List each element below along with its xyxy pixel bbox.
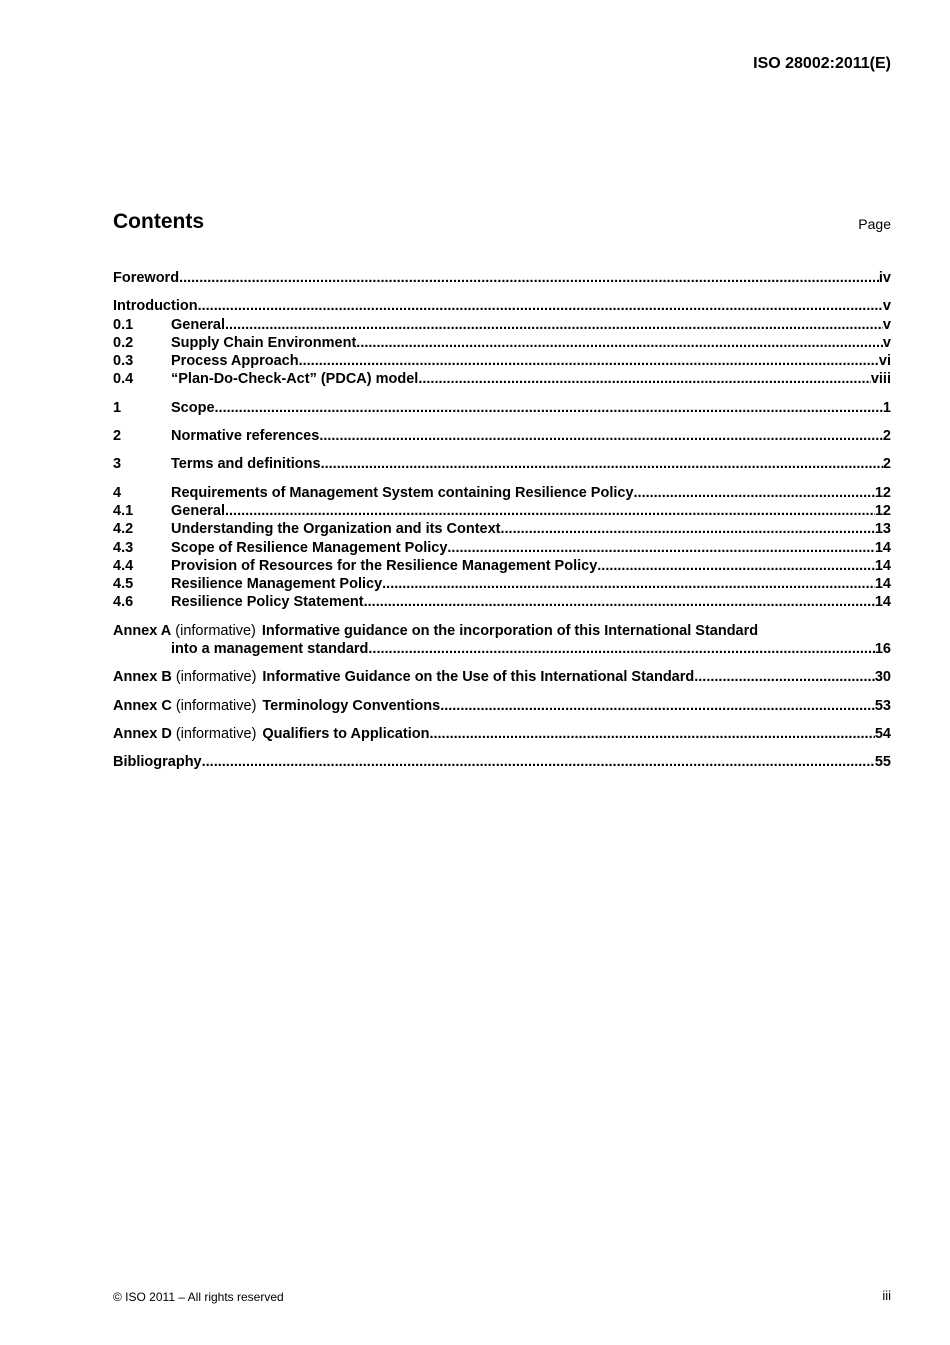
toc-entry-page: v — [882, 298, 891, 315]
toc-leader-dots — [215, 399, 883, 417]
toc-entry-page: iv — [878, 270, 891, 286]
toc-entry-number: 1 — [113, 399, 122, 416]
toc-entry-title: Scope — [171, 399, 215, 416]
toc-entry-title: Process Approach — [171, 353, 299, 370]
toc-entry[interactable] — [113, 316, 891, 334]
toc-entry-title: Introduction — [113, 298, 198, 315]
toc-entry-title: Resilience Management Policy — [171, 576, 383, 593]
toc-group-normative — [113, 427, 891, 445]
toc-leader-dots — [225, 316, 883, 334]
toc-entry-page: vi — [878, 353, 891, 370]
annex-label: Annex A — [113, 622, 172, 639]
toc-group-annex-c — [113, 697, 891, 715]
toc-entry-page: 16 — [874, 641, 891, 658]
toc-entry-title: Resilience Policy Statement — [171, 594, 364, 611]
toc-entry[interactable] — [113, 593, 891, 611]
toc-entry-page: 55 — [874, 754, 891, 771]
toc-entry-annex-c[interactable] — [113, 697, 891, 715]
annex-informative-tag: (informative) — [175, 622, 256, 639]
toc-entry-title: Terminology Conventions — [262, 697, 441, 714]
toc-entry-page: 14 — [874, 557, 891, 574]
toc-entry-page: 2 — [882, 428, 891, 445]
toc-entry-number: 0.2 — [113, 334, 134, 351]
page-column-label: Page — [858, 216, 891, 232]
toc-entry-title: Informative guidance on the incorporation of this International Standard — [261, 622, 759, 639]
toc-leader-dots — [440, 697, 875, 715]
toc-leader-dots — [429, 725, 874, 743]
toc-entry-number: 4.5 — [113, 576, 134, 593]
copyright-notice: © ISO 2011 – All rights reserved — [113, 1290, 284, 1304]
toc-leader-dots — [321, 455, 883, 473]
toc-entry-number: 4.2 — [113, 521, 134, 538]
annex-informative-tag: (informative) — [175, 725, 257, 742]
annex-informative-tag: (informative) — [175, 669, 257, 686]
toc-leader-dots — [364, 593, 875, 611]
document-id: ISO 28002:2011(E) — [753, 55, 891, 72]
toc-group-foreword — [113, 269, 891, 287]
toc-leader-dots — [356, 334, 883, 352]
toc-entry[interactable] — [113, 352, 891, 370]
toc-group-scope — [113, 399, 891, 417]
toc-entry-page: 30 — [874, 669, 891, 686]
toc-entry-page: v — [882, 316, 891, 333]
table-of-contents — [113, 269, 891, 782]
annex-label: Annex C — [113, 697, 172, 714]
toc-entry-annex-d[interactable] — [113, 725, 891, 743]
toc-entry-foreword[interactable] — [113, 269, 891, 287]
annex-informative-tag: (informative) — [175, 697, 257, 714]
toc-entry-number: 0.4 — [113, 371, 134, 388]
toc-entry-title: Normative references — [171, 428, 320, 445]
toc-leader-dots — [299, 352, 879, 370]
toc-entry-page: 14 — [874, 594, 891, 611]
toc-entry-page: 14 — [874, 539, 891, 556]
toc-leader-dots — [319, 427, 883, 445]
toc-entry-title: Understanding the Organization and its Context — [171, 521, 501, 538]
toc-leader-dots — [418, 370, 871, 388]
toc-entry-page: 53 — [874, 697, 891, 714]
toc-entry-title: Provision of Resources for the Resilience Management Policy — [171, 557, 598, 574]
toc-entry-page: viii — [870, 371, 891, 388]
toc-entry[interactable] — [113, 334, 891, 352]
toc-entry-number: 4 — [113, 484, 122, 501]
toc-entry-number: 3 — [113, 456, 122, 473]
toc-entry-title: Requirements of Management System containing Resilience Policy — [171, 484, 634, 501]
toc-entry-annex-b[interactable] — [113, 668, 891, 686]
toc-entry-title: Informative Guidance on the Use of this International Standard — [262, 669, 695, 686]
toc-entry-title: Foreword — [113, 270, 180, 286]
toc-entry-number: 0.1 — [113, 316, 134, 333]
annex-label: Annex D — [113, 725, 172, 742]
toc-entry[interactable] — [113, 539, 891, 557]
toc-leader-dots — [447, 539, 874, 557]
toc-entry-title: Terms and definitions — [171, 456, 321, 473]
toc-entry-number: 4.3 — [113, 539, 134, 556]
toc-entry-number: 4.6 — [113, 594, 134, 611]
toc-entry-page: 12 — [874, 484, 891, 501]
toc-entry-page: 14 — [874, 576, 891, 593]
toc-entry-page: 13 — [874, 521, 891, 538]
toc-leader-dots — [634, 484, 875, 502]
toc-entry-page: 2 — [882, 456, 891, 473]
toc-leader-dots — [198, 297, 883, 315]
toc-entry-bibliography[interactable] — [113, 753, 891, 771]
toc-leader-dots — [597, 557, 875, 575]
toc-entry-number: 0.3 — [113, 353, 134, 370]
toc-entry-title: Scope of Resilience Management Policy — [171, 539, 448, 556]
toc-entry[interactable] — [113, 484, 891, 502]
toc-group-introduction — [113, 297, 891, 388]
toc-entry-page: 54 — [874, 725, 891, 742]
toc-leader-dots — [225, 502, 875, 520]
toc-entry[interactable] — [113, 370, 891, 388]
toc-entry-page: v — [882, 334, 891, 351]
toc-entry-title: Qualifiers to Application — [262, 725, 430, 742]
toc-entry-scope[interactable] — [113, 399, 891, 417]
toc-leader-dots — [368, 640, 874, 658]
page-number: iii — [882, 1288, 891, 1303]
toc-entry-title: Supply Chain Environment — [171, 334, 357, 351]
toc-entry[interactable] — [113, 557, 891, 575]
toc-entry-annex-a[interactable] — [113, 622, 891, 640]
toc-entry-title: General — [171, 502, 225, 519]
toc-entry-introduction[interactable] — [113, 297, 891, 315]
toc-group-annex-a — [113, 622, 891, 659]
toc-entry-page: 12 — [874, 502, 891, 519]
toc-entry-page: 1 — [882, 399, 891, 416]
toc-leader-dots — [501, 520, 875, 538]
toc-leader-dots — [382, 575, 875, 593]
toc-entry-title: General — [171, 316, 225, 333]
toc-leader-dots — [202, 753, 875, 771]
toc-group-terms — [113, 455, 891, 473]
toc-entry-terms-and-definitions[interactable] — [113, 455, 891, 473]
toc-entry-number: 4.1 — [113, 502, 134, 519]
toc-entry-title: Bibliography — [113, 754, 202, 771]
toc-entry-number: 4.4 — [113, 557, 134, 574]
toc-entry[interactable] — [113, 502, 891, 520]
toc-leader-dots — [694, 668, 875, 686]
toc-entry[interactable] — [113, 575, 891, 593]
toc-entry-title: into a management standard — [171, 641, 369, 658]
page-title: Contents — [113, 210, 204, 233]
toc-group-bibliography — [113, 753, 891, 771]
toc-entry-annex-a-continuation[interactable] — [113, 640, 891, 658]
toc-entry-normative-references[interactable] — [113, 427, 891, 445]
toc-entry-number: 2 — [113, 428, 122, 445]
annex-label: Annex B — [113, 669, 172, 686]
toc-group-annex-b — [113, 668, 891, 686]
toc-entry[interactable] — [113, 520, 891, 538]
toc-leader-dots — [179, 269, 879, 287]
toc-group-section-4 — [113, 484, 891, 612]
toc-group-annex-d — [113, 725, 891, 743]
toc-entry-title: “Plan-Do-Check-Act” (PDCA) model — [171, 371, 419, 388]
